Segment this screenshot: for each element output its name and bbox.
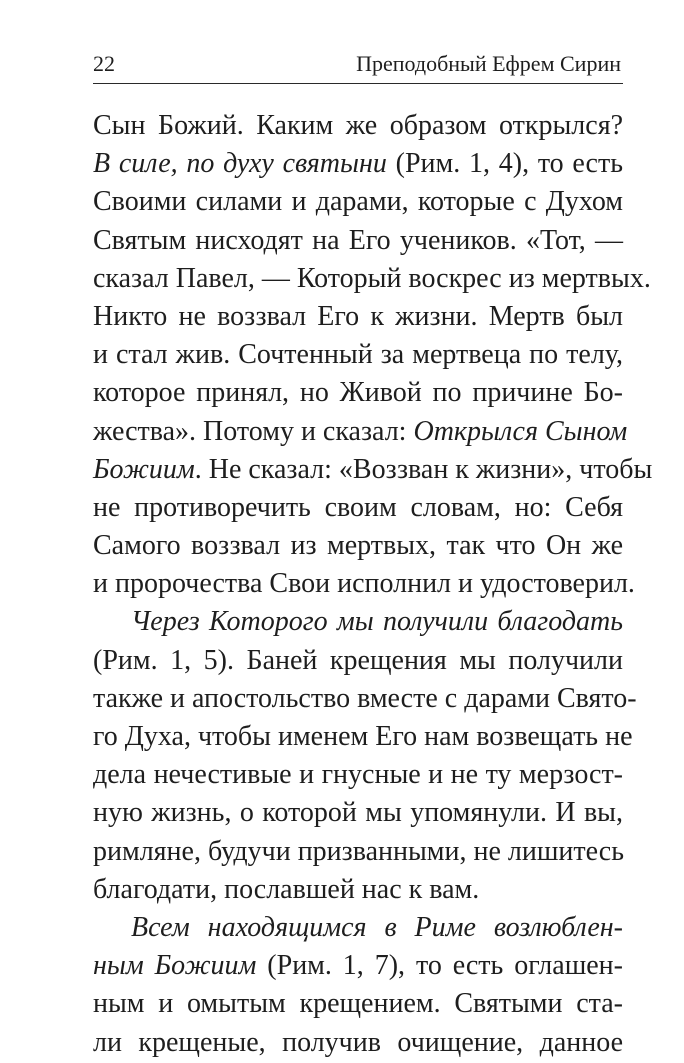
text-line: также и апостольство вместе с дарами Свято- — [93, 682, 637, 714]
text-line: не противоречить своим словам, но: Себя — [93, 491, 623, 523]
running-title: Преподобный Ефрем Сирин — [356, 51, 621, 76]
text-line: Сын Божий. Каким же образом открылся? — [93, 110, 623, 141]
text-line: сказал Павел, — Который воскрес из мертвых. — [93, 262, 651, 294]
paragraph-start — [93, 910, 623, 948]
text-line: дела нечестивые и гнусные и не ту мерзост- — [93, 759, 623, 791]
text-line: ную жизнь, о которой мы упомянули. И вы, — [93, 797, 623, 829]
text-line: (Рим. 1, 5). Баней крещения мы получили — [93, 644, 623, 676]
italic-citation: Всем находящимся в Риме возлюблен- — [131, 911, 623, 943]
italic-citation: ным Божиим — [93, 950, 257, 982]
page-header — [93, 42, 623, 82]
text-line: Самого воззвал из мертвых, так что Он же — [93, 530, 623, 562]
italic-citation: Божиим — [93, 453, 195, 485]
text-line: ли крещеные, получив очищение, данное — [93, 1026, 623, 1058]
text-line: го Духа, чтобы именем Его нам возвещать не — [93, 721, 633, 752]
text-line: и стал жив. Сочтенный за мертвеца по телу, — [93, 339, 623, 371]
text-line: ным Божиим (Рим. 1, 7), то есть оглашен- — [93, 950, 623, 982]
text-line: ным и омытым крещением. Святыми ста- — [93, 988, 623, 1020]
page-number: 22 — [93, 51, 115, 76]
text-line: Своими силами и дарами, которые с Духом — [93, 186, 623, 218]
italic-citation: В силе, по духу святыни — [93, 148, 387, 180]
text-line-last: благодати, пославшей нас к вам. — [93, 873, 480, 905]
text-line: Божиим. Не сказал: «Воззван к жизни», чтобы — [93, 453, 653, 485]
italic-citation: Через Которого мы получили благодать — [131, 606, 623, 638]
text-line: жества». Потому и сказал: Открылся Сыном — [93, 415, 628, 447]
text-line: римляне, будучи призванными, не лишитесь — [93, 835, 624, 867]
paragraph-start — [93, 604, 623, 642]
text-line: которое принял, но Живой по причине Бо- — [93, 377, 623, 409]
text-line: и пророчества Свои исполнил и удостоверил. — [93, 568, 635, 600]
body-text — [93, 108, 653, 1063]
text-line: В силе, по духу святыни (Рим. 1, 4), то есть — [93, 148, 623, 180]
text-line: Святым нисходят на Его учеников. «Тот, — — [93, 224, 623, 256]
text-line: Никто не воззвал Его к жизни. Мертв был — [93, 300, 623, 332]
header-rule — [93, 83, 623, 84]
italic-citation: Открылся Сыном — [413, 415, 628, 447]
